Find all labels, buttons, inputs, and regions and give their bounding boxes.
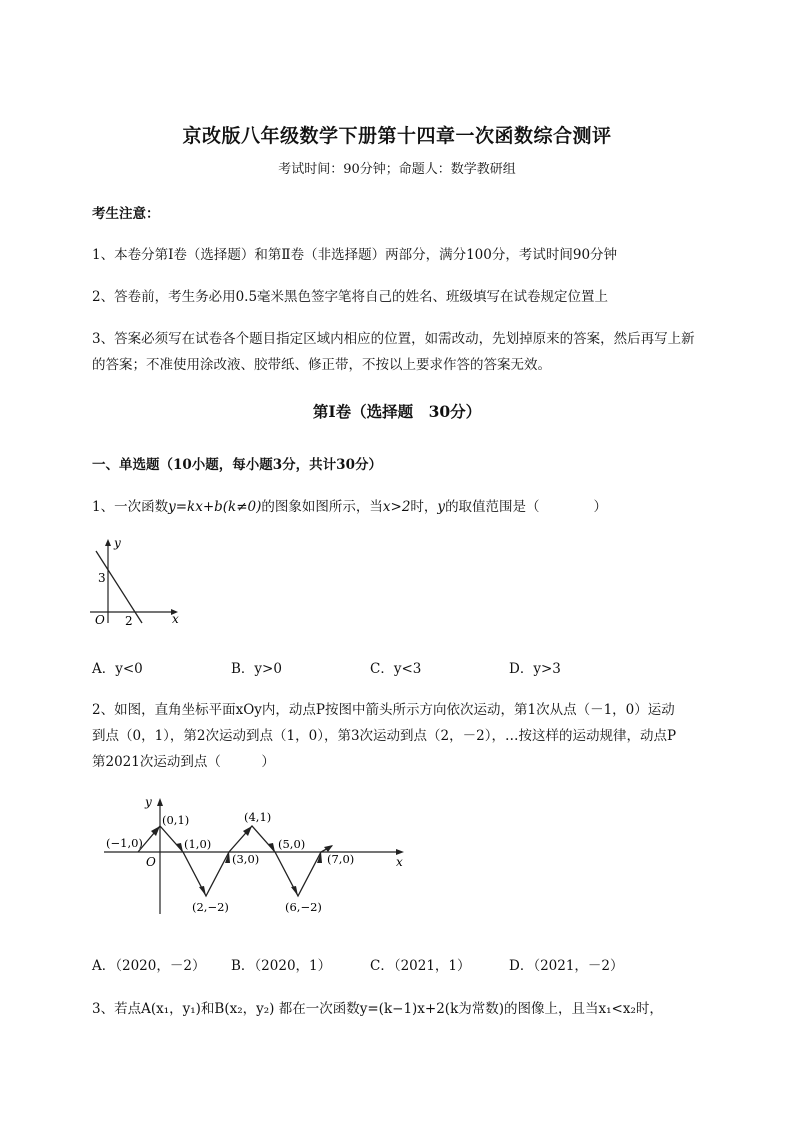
question-1-text — [92, 495, 607, 515]
q2-label-point-3: (1,0) — [184, 837, 212, 851]
notice-item-3-line-2: 的答案；不准使用涂改液、胶带纸、修正带，不按以上要求作答的答案无效。 — [92, 357, 551, 373]
question-2-line-1: 2、如图，直角坐标平面xOy内，动点P按图中箭头所示方向依次运动，第1次从点（－1，0）运动 — [92, 702, 675, 718]
q2-arrow-3-icon — [199, 886, 206, 896]
question-3-line-1: 3、若点A(x₁，y₁)和B(x₂，y₂) 都在一次函数y=(k−1)x+2(k为常数)的图像上，且当x₁<x₂时， — [92, 1001, 663, 1017]
q2-origin-label: O — [146, 855, 156, 869]
page-title: 京改版八年级数学下册第十四章一次函数综合测评 — [182, 125, 612, 147]
q1-suffix: 的取值范围是（ ） — [445, 499, 608, 515]
part-heading: 一、单选题（10小题，每小题3分，共计30分） — [92, 457, 382, 473]
q1-x-intercept-label: 2 — [125, 614, 133, 628]
q2-y-arrow-icon — [157, 798, 163, 806]
q2-label-point-1: (−1,0) — [106, 836, 143, 850]
q1-middle2: 时， — [410, 499, 438, 515]
q1-formula: y=kx+b(k≠0) — [168, 499, 262, 515]
q2-x-label: x — [396, 855, 403, 869]
page-subtitle: 考试时间：90分钟；命题人：数学教研组 — [278, 162, 516, 177]
q2-label-point-9: (7,0) — [327, 852, 355, 866]
q1-option-c[interactable]: C．y<3 — [370, 661, 422, 677]
notice-heading: 考生注意： — [92, 206, 160, 222]
q2-option-c[interactable]: C．（2021，1） — [370, 958, 471, 974]
notice-item-3-line-1: 3、答案必须写在试卷各个题目指定区域内相应的位置，如需改动，先划掉原来的答案，然后再写上新 — [92, 331, 695, 347]
q2-option-a[interactable]: A．（2020，－2） — [92, 958, 206, 974]
q2-label-point-7: (5,0) — [278, 837, 306, 851]
notice-item-1: 1、本卷分第I卷（选择题）和第Ⅱ卷（非选择题）两部分，满分100分，考试时间90分钟 — [92, 247, 618, 263]
q2-arrow-2-icon — [176, 843, 183, 852]
q2-option-d[interactable]: D．（2021，－2） — [509, 958, 624, 974]
q2-label-point-2: (0,1) — [162, 813, 190, 827]
q1-option-a[interactable]: A．y<0 — [92, 661, 143, 677]
q1-y-label: y — [114, 536, 121, 550]
q1-y-arrow-icon — [105, 539, 111, 546]
q1-middle: 的图象如图所示，当 — [261, 499, 383, 515]
q1-y-intercept-label: 3 — [98, 571, 106, 585]
q2-label-point-4: (2,−2) — [192, 900, 229, 914]
q2-arrow-6-icon — [268, 843, 275, 852]
q1-condition: x>2 — [382, 499, 411, 515]
q2-label-point-5: (3,0) — [232, 852, 260, 866]
q2-arrow-7-icon — [291, 886, 298, 896]
q1-x-label: x — [172, 612, 179, 626]
section-title: 第I卷（选择题 30分） — [312, 402, 482, 421]
q1-option-d[interactable]: D．y>3 — [509, 661, 561, 677]
q2-graph — [100, 790, 410, 920]
q1-graph — [88, 533, 188, 628]
q1-option-b[interactable]: B．y>0 — [231, 661, 282, 677]
q2-label-point-6: (4,1) — [244, 810, 272, 824]
q2-option-b[interactable]: B．（2020，1） — [231, 958, 332, 974]
q1-prefix: 1、一次函数 — [92, 499, 169, 515]
q2-y-label: y — [145, 795, 152, 809]
question-2-line-3: 第2021次运动到点（ ） — [92, 754, 275, 770]
q2-label-point-8: (6,−2) — [285, 900, 322, 914]
q2-arrow-9-icon — [324, 845, 333, 852]
question-2-line-2: 到点（0，1），第2次运动到点（1，0），第3次运动到点（2，－2），…按这样的运动规律，动点P — [92, 728, 677, 744]
notice-item-2: 2、答卷前，考生务必用0.5毫米黑色签字笔将自己的姓名、班级填写在试卷规定位置上 — [92, 289, 609, 305]
q1-variable: y — [437, 499, 446, 515]
q1-origin-label: O — [95, 613, 105, 627]
